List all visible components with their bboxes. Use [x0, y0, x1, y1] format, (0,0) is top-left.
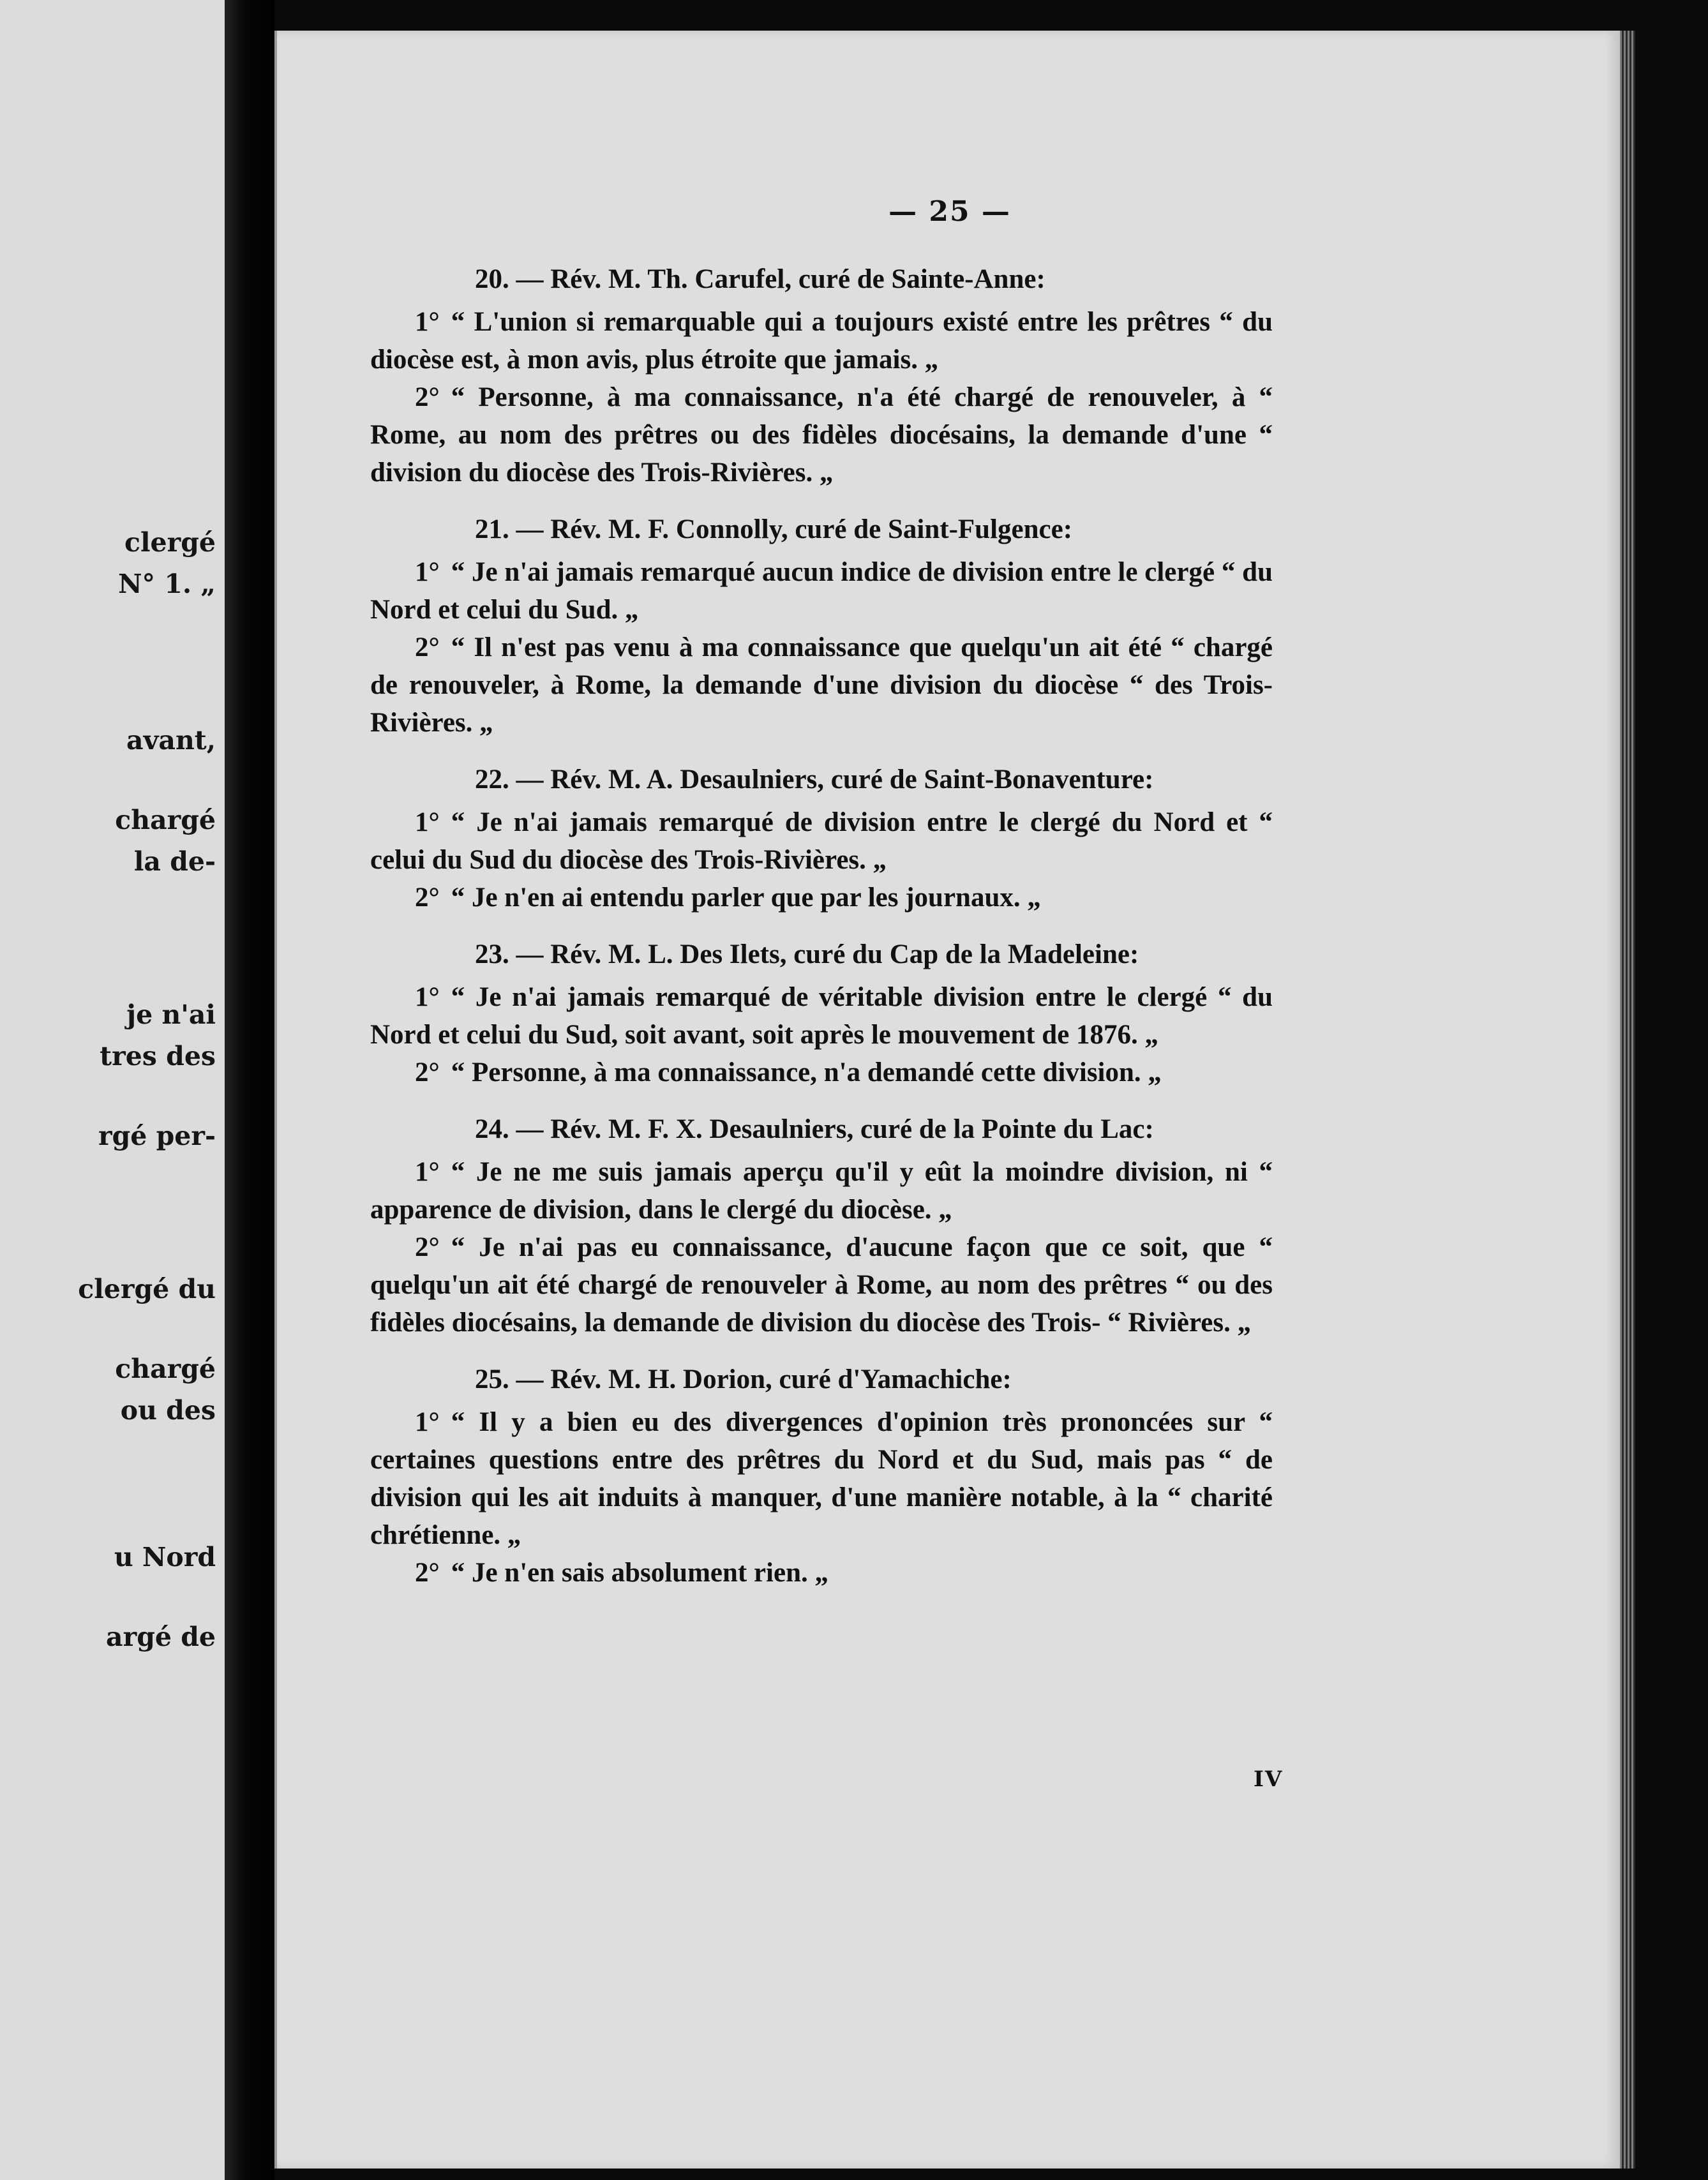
answer-number: 2° [415, 1558, 440, 1588]
answer-number: 2° [415, 382, 440, 412]
testimony-entry [347, 511, 1273, 761]
answer-paragraph [347, 1153, 1273, 1228]
signature-mark: IV [1254, 1766, 1284, 1792]
entry-spacer [347, 491, 1273, 511]
answer-text: “ Il y a bien eu des divergences d'opinion très prononcées sur “ certaines questions entre des prêtres du Nord et du Sud, mais pas “ de division qui les ait induits à manquer, d'une manière notable, à la “ charité chrétienne. „ [370, 1407, 1273, 1550]
entry-heading: 23. — Rév. M. L. Des Ilets, curé du Cap de la Madeleine: [475, 939, 1139, 969]
answer-number: 1° [415, 1407, 440, 1437]
facing-page-line: chargé [115, 1354, 216, 1384]
facing-page-line: clergé du [78, 1274, 216, 1304]
answer-paragraph [347, 978, 1273, 1054]
answer-paragraph [347, 1554, 1273, 1592]
entry-heading: 21. — Rév. M. F. Connolly, curé de Saint-Fulgence: [475, 514, 1073, 544]
entry-spacer [347, 1091, 1273, 1110]
answer-text: “ Je n'ai jamais remarqué de division entre le clergé du Nord et “ celui du Sud du diocèse des Trois-Rivières. „ [370, 807, 1273, 875]
answer-paragraph [347, 803, 1273, 879]
answer-paragraph [347, 879, 1273, 916]
facing-page-line: tres des [100, 1041, 216, 1071]
answer-text: “ Je ne me suis jamais aperçu qu'il y eût la moindre division, ni “ apparence de division, dans le clergé du diocèse. „ [370, 1157, 1273, 1225]
answer-text: “ Je n'ai jamais remarqué de véritable division entre le clergé “ du Nord et celui du Sud, soit avant, soit après le mouvement de 1876. „ [370, 982, 1273, 1050]
answer-paragraph [347, 303, 1273, 378]
facing-page-line: rgé per- [98, 1121, 216, 1151]
answer-number: 1° [415, 557, 440, 587]
facing-page-line: la de- [133, 846, 216, 877]
entry-heading: 24. — Rév. M. F. X. Desaulniers, curé de la Pointe du Lac: [475, 1114, 1154, 1144]
answer-number: 2° [415, 1232, 440, 1262]
testimony-entry [347, 1110, 1273, 1361]
answer-number: 1° [415, 807, 440, 837]
answer-text: “ Personne, à ma connaissance, n'a été chargé de renouveler, à “ Rome, au nom des prêtres ou des fidèles diocésains, la demande d'une “ division du diocèse des Trois-Rivières. „ [370, 382, 1273, 488]
answer-number: 2° [415, 632, 440, 662]
document-page [274, 31, 1622, 2169]
facing-page-line: argé de [106, 1622, 216, 1652]
answer-number: 2° [415, 1057, 440, 1087]
answer-number: 1° [415, 1157, 440, 1187]
answer-number: 2° [415, 883, 440, 913]
facing-page-line: N° 1. „ [118, 569, 216, 599]
answer-text: “ Je n'en sais absolument rien. „ [451, 1558, 828, 1588]
entry-spacer [347, 1341, 1273, 1361]
facing-page-line: je n'ai [126, 999, 216, 1030]
answer-text: “ Personne, à ma connaissance, n'a demandé cette division. „ [451, 1057, 1162, 1087]
entry-heading: 22. — Rév. M. A. Desaulniers, curé de Saint-Bonaventure: [475, 765, 1154, 795]
answer-text: “ Je n'ai jamais remarqué aucun indice de division entre le clergé “ du Nord et celui du Sud. „ [370, 557, 1273, 625]
testimony-entry [347, 936, 1273, 1110]
answer-text: “ L'union si remarquable qui a toujours existé entre les prêtres “ du diocèse est, à mon avis, plus étroite que jamais. „ [370, 307, 1273, 375]
facing-page-line: avant, [126, 725, 216, 756]
answer-number: 1° [415, 307, 440, 337]
entry-spacer [347, 742, 1273, 761]
facing-page-line: clergé [124, 527, 216, 558]
facing-page-fragment [0, 0, 227, 2180]
page-body [347, 260, 1273, 1611]
facing-page-line: u Nord [114, 1542, 216, 1572]
page-number: — 25 — [888, 195, 1011, 228]
page-edge [1620, 31, 1635, 2169]
answer-paragraph [347, 1228, 1273, 1341]
answer-text: “ Je n'ai pas eu connaissance, d'aucune façon que ce soit, que “ quelqu'un ait été chargé de renouveler à Rome, au nom des prêtres “ ou des fidèles diocésains, la demande de division du diocèse des Trois- “ Rivières. „ [370, 1232, 1273, 1338]
answer-paragraph [347, 629, 1273, 742]
answer-number: 1° [415, 982, 440, 1012]
answer-paragraph [347, 1054, 1273, 1091]
book-gutter [225, 0, 274, 2180]
answer-paragraph [347, 1403, 1273, 1554]
testimony-entry [347, 260, 1273, 511]
entry-spacer [347, 1592, 1273, 1611]
answer-paragraph [347, 378, 1273, 491]
answer-text: “ Il n'est pas venu à ma connaissance que quelqu'un ait été “ chargé de renouveler, à Rome, la demande d'une division du diocèse “ des Trois-Rivières. „ [370, 632, 1273, 738]
entry-spacer [347, 916, 1273, 936]
entry-heading: 20. — Rév. M. Th. Carufel, curé de Sainte-Anne: [475, 264, 1045, 294]
testimony-entry [347, 1361, 1273, 1611]
testimony-entry [347, 761, 1273, 936]
facing-page-line: chargé [115, 805, 216, 835]
answer-paragraph [347, 553, 1273, 629]
facing-page-line: ou des [120, 1395, 216, 1426]
entry-heading: 25. — Rév. M. H. Dorion, curé d'Yamachiche: [475, 1364, 1012, 1394]
answer-text: “ Je n'en ai entendu parler que par les journaux. „ [451, 883, 1041, 913]
